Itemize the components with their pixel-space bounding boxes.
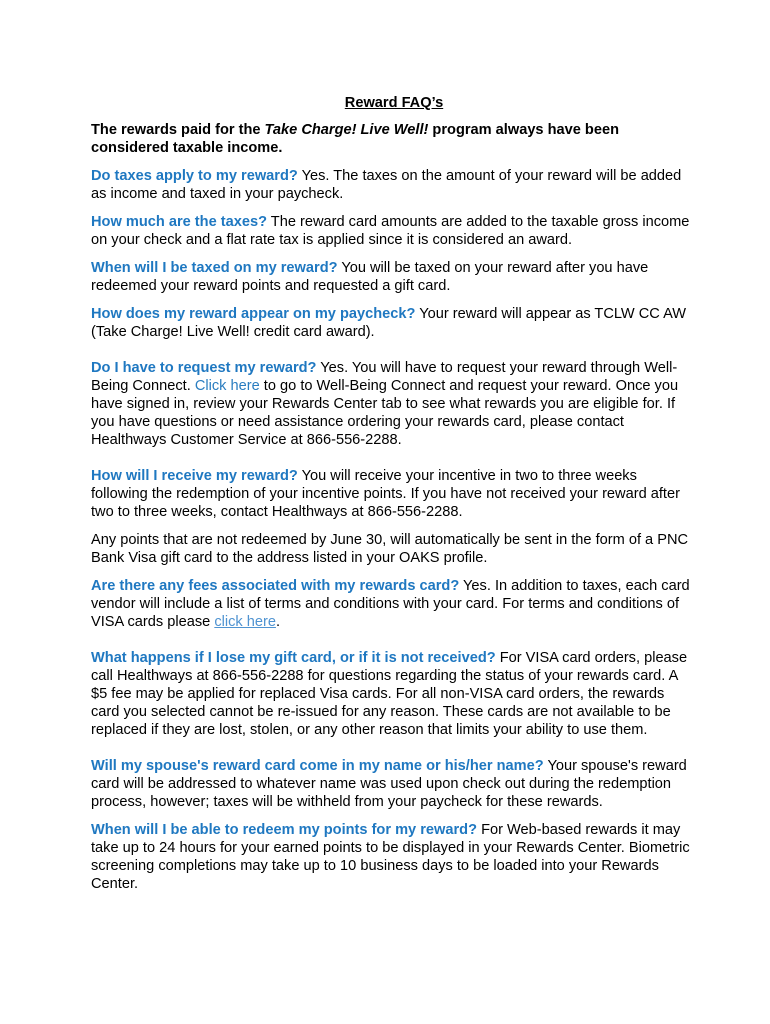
faq-question: How will I receive my reward?	[91, 468, 298, 484]
faq-when-taxed	[91, 259, 691, 295]
faq-answer-part: Yes. You will have to request your reward through Well-Being Connect.	[91, 360, 678, 394]
faq-answer: You will receive your incentive in two to three weeks following the redemption of your incentive points. If you have not received your reward after two to three weeks, contact Healthways at 866-556-2288.	[91, 468, 680, 520]
faq-answer: You will be taxed on your reward after you have redeemed your reward points and requested a gift card.	[91, 260, 649, 294]
faq-appear-on-paycheck	[91, 305, 691, 341]
intro-text-after: program always have been considered taxable income.	[91, 122, 619, 156]
faq-question: What happens if I lose my gift card, or if it is not received?	[91, 650, 496, 666]
intro-statement	[91, 121, 691, 157]
faq-question: How does my reward appear on my paycheck?	[91, 306, 416, 322]
faq-spouse-card	[91, 757, 691, 811]
faq-fees	[91, 577, 691, 631]
faq-question: Do I have to request my reward?	[91, 360, 317, 376]
intro-text-before: The rewards paid for the	[91, 122, 265, 138]
faq-question: When will I be taxed on my reward?	[91, 260, 338, 276]
visa-terms-link[interactable]: click here	[214, 614, 276, 630]
unredeemed-points-note: Any points that are not redeemed by June 30, will automatically be sent in the form of a PNC Bank Visa gift card to the address listed in your OAKS profile.	[91, 532, 689, 566]
faq-redeem-points	[91, 821, 691, 893]
faq-taxes-apply	[91, 167, 691, 203]
faq-lost-card	[91, 649, 691, 739]
faq-answer: For VISA card orders, please call Healthways at 866-556-2288 for questions regarding the status of your rewards card. A $5 fee may be applied for replaced Visa cards. For all non-VISA card orders, the rewards card you selected cannot be re-issued for any reason. These cards are not available to be replaced if they are lost, stolen, or any other reason that limits your ability to use them.	[91, 650, 688, 738]
faq-question: Are there any fees associated with my rewards card?	[91, 578, 460, 594]
program-name: Take Charge! Live Well!	[264, 122, 429, 138]
faq-answer-part: to go to Well-Being Connect and request your reward. Once you have signed in, review your Rewards Center tab to see what rewards you are eligible for. If you have questions or need assistance ordering your rewards card, please contact Healthways Customer Service at 866-556-2288.	[91, 378, 679, 448]
page-title: Reward FAQ’s	[344, 95, 444, 111]
faq-request-reward	[91, 359, 691, 449]
well-being-connect-link[interactable]: Click here	[194, 378, 260, 394]
faq-answer-part: .	[275, 614, 281, 630]
document-page	[91, 94, 691, 903]
faq-question: Will my spouse's reward card come in my name or his/her name?	[91, 758, 544, 774]
faq-question: How much are the taxes?	[91, 214, 267, 230]
faq-question: When will I be able to redeem my points for my reward?	[91, 822, 478, 838]
faq-question: Do taxes apply to my reward?	[91, 168, 298, 184]
faq-answer: The reward card amounts are added to the taxable gross income on your check and a flat rate tax is applied since it is considered an award.	[91, 214, 690, 248]
faq-how-much-taxes	[91, 213, 691, 249]
faq-answer: Yes. The taxes on the amount of your reward will be added as income and taxed in your paycheck.	[91, 168, 682, 202]
faq-receive-reward	[91, 467, 691, 521]
faq-answer: Your spouse's reward card will be addressed to whatever name was used upon check out during the redemption process, however; taxes will be withheld from your paycheck for these rewards.	[91, 758, 687, 810]
faq-answer: Your reward will appear as TCLW CC AW (Take Charge! Live Well! credit card award).	[91, 306, 687, 340]
faq-answer: For Web-based rewards it may take up to 24 hours for your earned points to be displayed in your Rewards Center. Biometric screening completions may take up to 10 business days to be loaded into your Rewards Center.	[91, 822, 690, 892]
faq-answer-part: Yes. In addition to taxes, each card vendor will include a list of terms and conditions with your card. For terms and conditions of VISA cards please	[91, 578, 690, 630]
